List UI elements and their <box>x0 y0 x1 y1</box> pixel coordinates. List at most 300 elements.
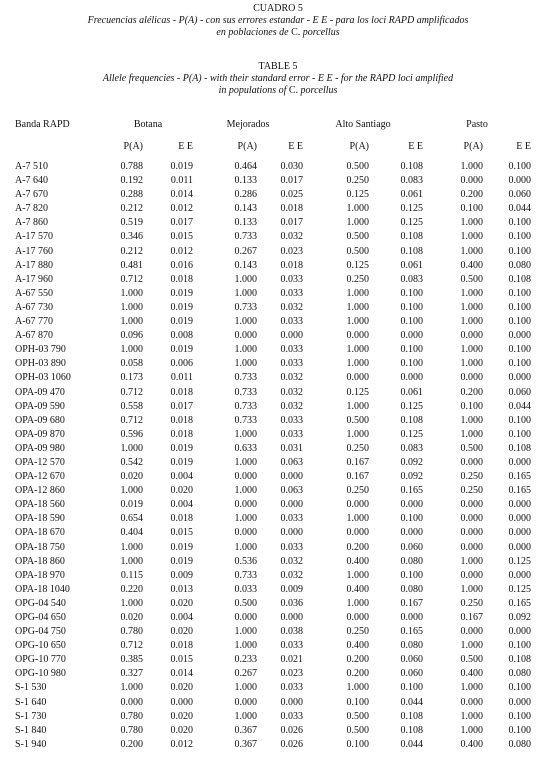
allele-frequency-cell: 0.000 <box>346 527 369 539</box>
allele-frequency-cell: 0.000 <box>460 372 483 384</box>
table-row <box>15 456 531 470</box>
allele-frequency-cell: 1.000 <box>346 569 369 581</box>
allele-frequency-cell: 1.000 <box>234 428 257 440</box>
allele-frequency-cell: 0.000 <box>234 527 257 539</box>
band-label: A-67 550 <box>15 287 54 299</box>
band-label: OPA-18 1040 <box>15 583 70 595</box>
table-row <box>15 160 531 174</box>
standard-error-cell: 0.125 <box>400 400 423 412</box>
standard-error-cell: 0.000 <box>508 456 531 468</box>
table-row <box>15 216 531 230</box>
allele-frequency-cell: 0.233 <box>234 654 257 666</box>
standard-error-cell: 0.100 <box>508 414 531 426</box>
allele-frequency-cell: 0.133 <box>234 175 257 187</box>
allele-frequency-cell: 0.404 <box>120 527 143 539</box>
table-row <box>15 343 531 357</box>
table-row <box>15 386 531 400</box>
allele-frequency-cell: 0.286 <box>234 189 257 201</box>
standard-error-cell: 0.017 <box>280 217 303 229</box>
standard-error-cell: 0.019 <box>170 456 193 468</box>
standard-error-cell: 0.020 <box>170 485 193 497</box>
allele-frequency-cell: 0.500 <box>346 414 369 426</box>
band-label: A-7 670 <box>15 189 49 201</box>
allele-frequency-cell: 1.000 <box>460 301 483 313</box>
standard-error-cell: 0.080 <box>400 640 423 652</box>
standard-error-cell: 0.019 <box>170 442 193 454</box>
allele-frequency-cell: 0.481 <box>120 259 143 271</box>
standard-error-cell: 0.100 <box>508 161 531 172</box>
band-label: OPA-18 860 <box>15 555 65 567</box>
allele-frequency-cell: 0.125 <box>346 259 369 271</box>
allele-frequency-cell: 0.143 <box>234 203 257 215</box>
table-row <box>15 653 531 667</box>
allele-frequency-cell: 0.200 <box>460 189 483 201</box>
standard-error-cell: 0.033 <box>280 316 303 328</box>
allele-frequency-cell: 0.000 <box>346 330 369 342</box>
sub-header-p: P(A) <box>349 141 369 152</box>
table-row <box>15 315 531 329</box>
standard-error-cell: 0.018 <box>170 273 193 285</box>
band-label: OPA-09 590 <box>15 400 65 412</box>
allele-frequency-cell: 0.250 <box>346 485 369 497</box>
allele-frequency-cell: 1.000 <box>460 217 483 229</box>
standard-error-cell: 0.008 <box>170 330 193 342</box>
band-label: OPH-03 790 <box>15 344 66 356</box>
allele-frequency-cell: 0.100 <box>346 738 369 750</box>
allele-frequency-cell: 0.788 <box>120 161 143 172</box>
standard-error-cell: 0.020 <box>170 682 193 694</box>
standard-error-cell: 0.100 <box>508 245 531 257</box>
standard-error-cell: 0.019 <box>170 344 193 356</box>
table-row <box>15 597 531 611</box>
standard-error-cell: 0.000 <box>508 541 531 553</box>
band-label: OPA-18 970 <box>15 569 65 581</box>
allele-frequency-cell: 0.000 <box>460 175 483 187</box>
allele-frequency-cell: 0.167 <box>460 612 483 623</box>
allele-frequency-cell: 1.000 <box>234 710 257 722</box>
standard-error-cell: 0.000 <box>280 471 303 483</box>
allele-frequency-cell: 0.100 <box>346 696 369 708</box>
standard-error-cell: 0.033 <box>280 710 303 722</box>
standard-error-cell: 0.000 <box>508 527 531 539</box>
band-label: OPA-18 590 <box>15 513 65 525</box>
allele-frequency-cell: 0.033 <box>234 583 257 595</box>
table-row <box>15 442 531 456</box>
allele-frequency-cell: 0.367 <box>234 724 257 736</box>
standard-error-cell: 0.100 <box>508 428 531 440</box>
standard-error-cell: 0.100 <box>508 358 531 370</box>
band-label: OPA-09 470 <box>15 386 65 398</box>
allele-frequency-cell: 0.000 <box>460 626 483 638</box>
standard-error-cell: 0.019 <box>170 316 193 328</box>
table-row <box>15 555 531 569</box>
allele-frequency-cell: 0.000 <box>346 499 369 511</box>
allele-frequency-cell: 0.400 <box>346 583 369 595</box>
standard-error-cell: 0.000 <box>508 175 531 187</box>
standard-error-cell: 0.033 <box>280 287 303 299</box>
standard-error-cell: 0.080 <box>508 738 531 750</box>
allele-frequency-cell: 1.000 <box>346 428 369 440</box>
band-label: OPG-04 650 <box>15 612 66 623</box>
sub-header-row <box>15 140 531 154</box>
standard-error-cell: 0.108 <box>508 273 531 285</box>
standard-error-cell: 0.100 <box>400 344 423 356</box>
allele-frequency-cell: 0.780 <box>120 724 143 736</box>
allele-frequency-cell: 0.733 <box>234 569 257 581</box>
table-row <box>15 681 531 695</box>
allele-frequency-cell: 0.000 <box>460 527 483 539</box>
standard-error-cell: 0.017 <box>280 175 303 187</box>
allele-frequency-cell: 0.000 <box>234 612 257 623</box>
standard-error-cell: 0.023 <box>280 245 303 257</box>
allele-frequency-cell: 0.143 <box>234 259 257 271</box>
allele-frequency-cell: 1.000 <box>460 161 483 172</box>
band-label: A-7 510 <box>15 161 49 172</box>
caption-line2-es <box>0 27 556 39</box>
allele-frequency-cell: 0.100 <box>460 203 483 215</box>
standard-error-cell: 0.033 <box>280 682 303 694</box>
standard-error-cell: 0.000 <box>170 696 193 708</box>
allele-frequency-cell: 0.000 <box>460 569 483 581</box>
group-header-row <box>15 118 531 132</box>
band-label: S-1 730 <box>15 710 47 722</box>
standard-error-cell: 0.018 <box>170 640 193 652</box>
standard-error-cell: 0.011 <box>170 372 193 384</box>
standard-error-cell: 0.012 <box>170 738 193 750</box>
table-row <box>15 625 531 639</box>
allele-frequency-cell: 0.100 <box>460 400 483 412</box>
table-row <box>15 639 531 653</box>
standard-error-cell: 0.100 <box>508 682 531 694</box>
allele-frequency-cell: 0.200 <box>346 668 369 680</box>
allele-frequency-cell: 1.000 <box>120 344 143 356</box>
band-label: S-1 840 <box>15 724 47 736</box>
standard-error-cell: 0.165 <box>400 485 423 497</box>
allele-frequency-cell: 0.500 <box>234 597 257 609</box>
standard-error-cell: 0.000 <box>280 499 303 511</box>
standard-error-cell: 0.018 <box>280 259 303 271</box>
allele-frequency-cell: 0.220 <box>120 583 143 595</box>
standard-error-cell: 0.100 <box>400 358 423 370</box>
standard-error-cell: 0.033 <box>280 344 303 356</box>
allele-frequency-cell: 0.500 <box>460 442 483 454</box>
band-label: A-67 870 <box>15 330 54 342</box>
allele-frequency-cell: 0.400 <box>460 259 483 271</box>
allele-frequency-cell: 0.167 <box>346 471 369 483</box>
allele-frequency-cell: 0.536 <box>234 555 257 567</box>
standard-error-cell: 0.165 <box>400 626 423 638</box>
row-header-label: Banda RAPD <box>15 119 70 130</box>
sub-header-ee: E E <box>516 141 531 152</box>
standard-error-cell: 0.063 <box>280 485 303 497</box>
standard-error-cell: 0.125 <box>508 583 531 595</box>
band-label: OPA-18 560 <box>15 499 65 511</box>
caption-title-es: CUADRO 5 <box>253 3 303 14</box>
allele-frequency-cell: 1.000 <box>460 287 483 299</box>
standard-error-cell: 0.011 <box>170 175 193 187</box>
standard-error-cell: 0.036 <box>280 597 303 609</box>
group-header-pasto: Pasto <box>466 119 488 130</box>
table-row <box>15 611 531 625</box>
standard-error-cell: 0.020 <box>170 710 193 722</box>
allele-frequency-cell: 1.000 <box>234 682 257 694</box>
allele-frequency-cell: 0.733 <box>234 231 257 243</box>
standard-error-cell: 0.108 <box>508 654 531 666</box>
allele-frequency-cell: 0.733 <box>234 372 257 384</box>
caption-line2-en <box>0 85 556 97</box>
standard-error-cell: 0.019 <box>170 301 193 313</box>
standard-error-cell: 0.060 <box>400 654 423 666</box>
standard-error-cell: 0.000 <box>280 527 303 539</box>
band-label: A-17 760 <box>15 245 54 257</box>
standard-error-cell: 0.100 <box>508 710 531 722</box>
standard-error-cell: 0.017 <box>170 217 193 229</box>
allele-frequency-cell: 1.000 <box>346 400 369 412</box>
standard-error-cell: 0.100 <box>508 287 531 299</box>
table-row <box>15 259 531 273</box>
standard-error-cell: 0.080 <box>508 259 531 271</box>
standard-error-cell: 0.108 <box>400 231 423 243</box>
standard-error-cell: 0.000 <box>400 527 423 539</box>
standard-error-cell: 0.032 <box>280 555 303 567</box>
allele-frequency-cell: 0.400 <box>460 738 483 750</box>
sub-header-p: P(A) <box>123 141 143 152</box>
standard-error-cell: 0.033 <box>280 513 303 525</box>
group-header-mejorados: Mejorados <box>226 119 270 130</box>
band-label: OPG-10 770 <box>15 654 66 666</box>
caption-english <box>0 61 556 97</box>
table-row <box>15 512 531 526</box>
allele-frequency-cell: 0.500 <box>346 710 369 722</box>
allele-frequency-cell: 0.712 <box>120 273 143 285</box>
standard-error-cell: 0.092 <box>400 456 423 468</box>
standard-error-cell: 0.100 <box>508 344 531 356</box>
standard-error-cell: 0.000 <box>508 499 531 511</box>
standard-error-cell: 0.021 <box>280 654 303 666</box>
standard-error-cell: 0.038 <box>280 626 303 638</box>
allele-frequency-cell: 0.464 <box>234 161 257 172</box>
allele-frequency-cell: 0.200 <box>120 738 143 750</box>
allele-frequency-cell: 0.212 <box>120 203 143 215</box>
allele-frequency-cell: 0.200 <box>346 541 369 553</box>
allele-frequency-cell: 0.712 <box>120 640 143 652</box>
allele-frequency-cell: 0.500 <box>460 654 483 666</box>
standard-error-cell: 0.019 <box>170 287 193 299</box>
standard-error-cell: 0.100 <box>400 301 423 313</box>
standard-error-cell: 0.100 <box>508 231 531 243</box>
table-row <box>15 287 531 301</box>
allele-frequency-cell: 0.192 <box>120 175 143 187</box>
allele-frequency-cell: 1.000 <box>234 541 257 553</box>
sub-header-ee: E E <box>178 141 193 152</box>
standard-error-cell: 0.033 <box>280 273 303 285</box>
table-row <box>15 710 531 724</box>
band-label: OPG-04 540 <box>15 597 66 609</box>
allele-frequency-cell: 0.558 <box>120 400 143 412</box>
allele-frequency-cell: 1.000 <box>234 273 257 285</box>
allele-frequency-cell: 1.000 <box>460 358 483 370</box>
table-row <box>15 245 531 259</box>
allele-frequency-table <box>15 118 531 752</box>
standard-error-cell: 0.165 <box>508 471 531 483</box>
table-row <box>15 202 531 216</box>
standard-error-cell: 0.044 <box>508 203 531 215</box>
standard-error-cell: 0.083 <box>400 273 423 285</box>
table-row <box>15 400 531 414</box>
standard-error-cell: 0.033 <box>280 541 303 553</box>
band-label: OPA-12 670 <box>15 471 65 483</box>
standard-error-cell: 0.033 <box>280 358 303 370</box>
allele-frequency-cell: 1.000 <box>460 316 483 328</box>
band-label: OPA-09 680 <box>15 414 65 426</box>
standard-error-cell: 0.092 <box>508 612 531 623</box>
allele-frequency-cell: 0.020 <box>120 471 143 483</box>
allele-frequency-cell: 0.250 <box>460 485 483 497</box>
allele-frequency-cell: 1.000 <box>120 442 143 454</box>
allele-frequency-cell: 0.596 <box>120 428 143 440</box>
allele-frequency-cell: 1.000 <box>346 316 369 328</box>
band-label: OPG-10 650 <box>15 640 66 652</box>
allele-frequency-cell: 0.000 <box>346 372 369 384</box>
standard-error-cell: 0.165 <box>508 485 531 497</box>
standard-error-cell: 0.006 <box>170 358 193 370</box>
standard-error-cell: 0.015 <box>170 654 193 666</box>
allele-frequency-cell: 0.633 <box>234 442 257 454</box>
allele-frequency-cell: 1.000 <box>460 555 483 567</box>
allele-frequency-cell: 0.058 <box>120 358 143 370</box>
allele-frequency-cell: 0.400 <box>346 640 369 652</box>
allele-frequency-cell: 0.096 <box>120 330 143 342</box>
table-row <box>15 428 531 442</box>
allele-frequency-cell: 1.000 <box>120 485 143 497</box>
band-label: A-7 820 <box>15 203 49 215</box>
allele-frequency-cell: 1.000 <box>460 710 483 722</box>
allele-frequency-cell: 0.327 <box>120 668 143 680</box>
standard-error-cell: 0.013 <box>170 583 193 595</box>
standard-error-cell: 0.000 <box>400 499 423 511</box>
allele-frequency-cell: 1.000 <box>460 428 483 440</box>
allele-frequency-cell: 0.654 <box>120 513 143 525</box>
band-label: S-1 530 <box>15 682 47 694</box>
allele-frequency-cell: 1.000 <box>234 358 257 370</box>
allele-frequency-cell: 1.000 <box>346 203 369 215</box>
sub-header-p: P(A) <box>463 141 483 152</box>
standard-error-cell: 0.061 <box>400 386 423 398</box>
allele-frequency-cell: 0.173 <box>120 372 143 384</box>
allele-frequency-cell: 0.500 <box>346 724 369 736</box>
allele-frequency-cell: 0.000 <box>460 513 483 525</box>
caption-line2-es-pre: en poblaciones de <box>216 27 292 38</box>
allele-frequency-cell: 0.020 <box>120 612 143 623</box>
allele-frequency-cell: 0.250 <box>346 626 369 638</box>
allele-frequency-cell: 0.400 <box>346 555 369 567</box>
allele-frequency-cell: 0.500 <box>346 161 369 172</box>
allele-frequency-cell: 0.733 <box>234 414 257 426</box>
allele-frequency-cell: 1.000 <box>120 287 143 299</box>
table-row <box>15 498 531 512</box>
allele-frequency-cell: 0.733 <box>234 386 257 398</box>
standard-error-cell: 0.018 <box>170 386 193 398</box>
allele-frequency-cell: 0.500 <box>346 231 369 243</box>
caption-line1-es: Frecuencias alélicas - P(A) - con sus errores estandar - E E - para los loci RAPD amplificados <box>87 15 469 26</box>
standard-error-cell: 0.108 <box>400 245 423 257</box>
caption-line2-es-post: porcellus <box>300 27 340 38</box>
standard-error-cell: 0.108 <box>508 442 531 454</box>
allele-frequency-cell: 0.000 <box>234 471 257 483</box>
table-row <box>15 174 531 188</box>
standard-error-cell: 0.060 <box>400 541 423 553</box>
standard-error-cell: 0.000 <box>400 330 423 342</box>
standard-error-cell: 0.025 <box>280 189 303 201</box>
standard-error-cell: 0.004 <box>170 612 193 623</box>
standard-error-cell: 0.019 <box>170 161 193 172</box>
band-label: A-67 730 <box>15 301 54 313</box>
allele-frequency-cell: 1.000 <box>460 344 483 356</box>
table-row <box>15 470 531 484</box>
standard-error-cell: 0.108 <box>400 414 423 426</box>
standard-error-cell: 0.000 <box>508 330 531 342</box>
standard-error-cell: 0.125 <box>508 555 531 567</box>
standard-error-cell: 0.100 <box>508 316 531 328</box>
table-row <box>15 273 531 287</box>
allele-frequency-cell: 0.000 <box>460 541 483 553</box>
caption-species-es: C. <box>291 27 301 38</box>
standard-error-cell: 0.000 <box>508 626 531 638</box>
standard-error-cell: 0.000 <box>508 569 531 581</box>
standard-error-cell: 0.108 <box>400 724 423 736</box>
allele-frequency-cell: 0.400 <box>460 668 483 680</box>
caption-spanish <box>0 3 556 39</box>
allele-frequency-cell: 1.000 <box>346 287 369 299</box>
allele-frequency-cell: 0.000 <box>234 330 257 342</box>
standard-error-cell: 0.063 <box>280 456 303 468</box>
standard-error-cell: 0.000 <box>400 372 423 384</box>
allele-frequency-cell: 1.000 <box>460 414 483 426</box>
allele-frequency-cell: 0.000 <box>234 499 257 511</box>
allele-frequency-cell: 1.000 <box>346 682 369 694</box>
standard-error-cell: 0.020 <box>170 724 193 736</box>
standard-error-cell: 0.026 <box>280 738 303 750</box>
standard-error-cell: 0.014 <box>170 668 193 680</box>
allele-frequency-cell: 1.000 <box>120 682 143 694</box>
standard-error-cell: 0.017 <box>170 400 193 412</box>
standard-error-cell: 0.012 <box>170 245 193 257</box>
band-label: OPG-04 750 <box>15 626 66 638</box>
standard-error-cell: 0.000 <box>400 612 423 623</box>
allele-frequency-cell: 0.733 <box>234 301 257 313</box>
allele-frequency-cell: 0.212 <box>120 245 143 257</box>
standard-error-cell: 0.108 <box>400 710 423 722</box>
allele-frequency-cell: 0.167 <box>346 456 369 468</box>
table-row <box>15 696 531 710</box>
allele-frequency-cell: 0.250 <box>346 442 369 454</box>
group-header-botana: Botana <box>133 119 163 130</box>
allele-frequency-cell: 0.000 <box>120 696 143 708</box>
allele-frequency-cell: 1.000 <box>234 287 257 299</box>
standard-error-cell: 0.026 <box>280 724 303 736</box>
band-label: A-17 880 <box>15 259 54 271</box>
standard-error-cell: 0.033 <box>280 640 303 652</box>
band-label: A-67 770 <box>15 316 54 328</box>
allele-frequency-cell: 1.000 <box>234 485 257 497</box>
allele-frequency-cell: 1.000 <box>346 301 369 313</box>
band-label: A-17 570 <box>15 231 54 243</box>
band-label: A-17 960 <box>15 273 54 285</box>
standard-error-cell: 0.016 <box>170 259 193 271</box>
table-row <box>15 371 531 385</box>
standard-error-cell: 0.044 <box>508 400 531 412</box>
table-row <box>15 569 531 583</box>
